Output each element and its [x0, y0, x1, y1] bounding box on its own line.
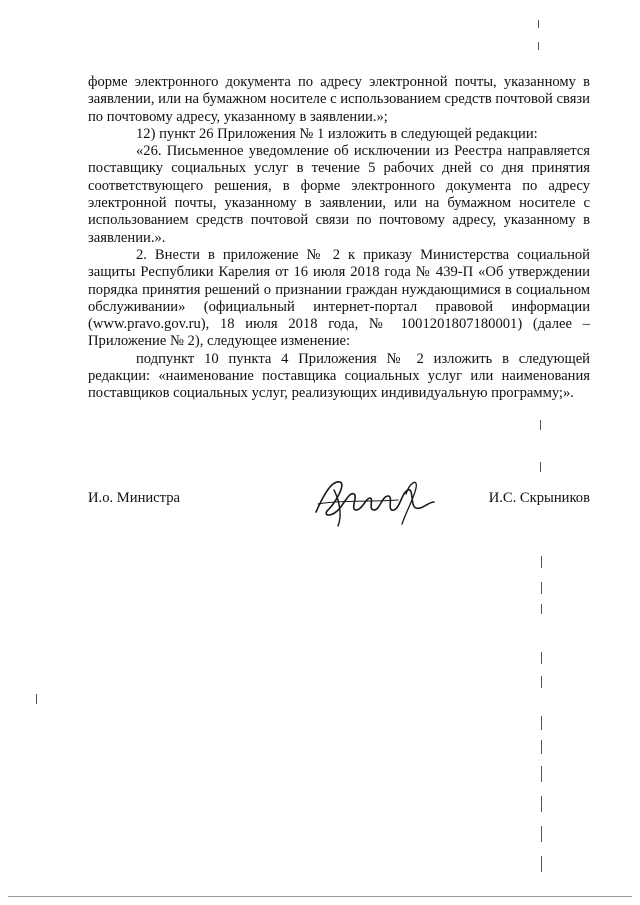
signature-block	[88, 486, 590, 546]
scan-mark	[541, 676, 542, 688]
scan-mark	[541, 856, 542, 872]
paragraph-continuation: форме электронного документа по адресу электронной почты, указанному в заявлении, или на бумажном носителе с использованием средств почтовой связи по почтовому адресу, указанному в заявлении.»;	[88, 74, 590, 125]
handwritten-signature	[310, 472, 440, 528]
paragraph-item-26-quote: «26. Письменное уведомление об исключении из Реестра направляется поставщику социальных услуг в течение 5 рабочих дней со дня принятия соответствующего решения, в форме электронного документа по адресу электронной почты, указанному в заявлении, или на бумажном носителе с использованием средств почтовой связи по почтовому адресу, указанному в заявлении.».	[88, 143, 590, 246]
paragraph-subitem-10: подпункт 10 пункта 4 Приложения № 2 изложить в следующей редакции: «наименование поставщика социальных услуг или наименования поставщиков социальных услуг, реализующих индивидуальную программу;».	[88, 350, 590, 402]
scan-mark	[541, 716, 542, 730]
scan-mark	[541, 556, 542, 568]
paragraph-section-2: 2. Внести в приложение № 2 к приказу Министерства социальной защиты Республики Карелия от 16 июля 2018 года № 439-П «Об утверждении порядка принятия решений о признании граждан нуждающимися в социальном обслуживании» (официальный интернет-портал правовой информации (www.pravo.gov.ru), 18 июля 2018 года, № 1001201807180001) (далее – Приложение № 2), следующее изменение:	[88, 246, 590, 350]
scan-mark	[540, 462, 541, 472]
document-body	[88, 74, 590, 403]
scan-mark	[541, 604, 542, 614]
scan-mark	[36, 694, 37, 704]
scan-mark	[541, 766, 542, 782]
scan-mark	[541, 796, 542, 812]
scan-mark	[541, 826, 542, 842]
signer-name: И.С. Скрыников	[488, 490, 590, 506]
scan-mark	[538, 42, 539, 50]
scan-mark	[541, 582, 542, 594]
scan-mark	[540, 420, 541, 430]
paragraph-item-12: 12) пункт 26 Приложения № 1 изложить в следующей редакции:	[136, 125, 538, 142]
scan-mark	[541, 652, 542, 664]
scan-bottom-edge	[8, 896, 632, 897]
scan-mark	[538, 20, 539, 28]
scan-mark	[541, 740, 542, 754]
signer-position: И.о. Министра	[88, 490, 180, 506]
